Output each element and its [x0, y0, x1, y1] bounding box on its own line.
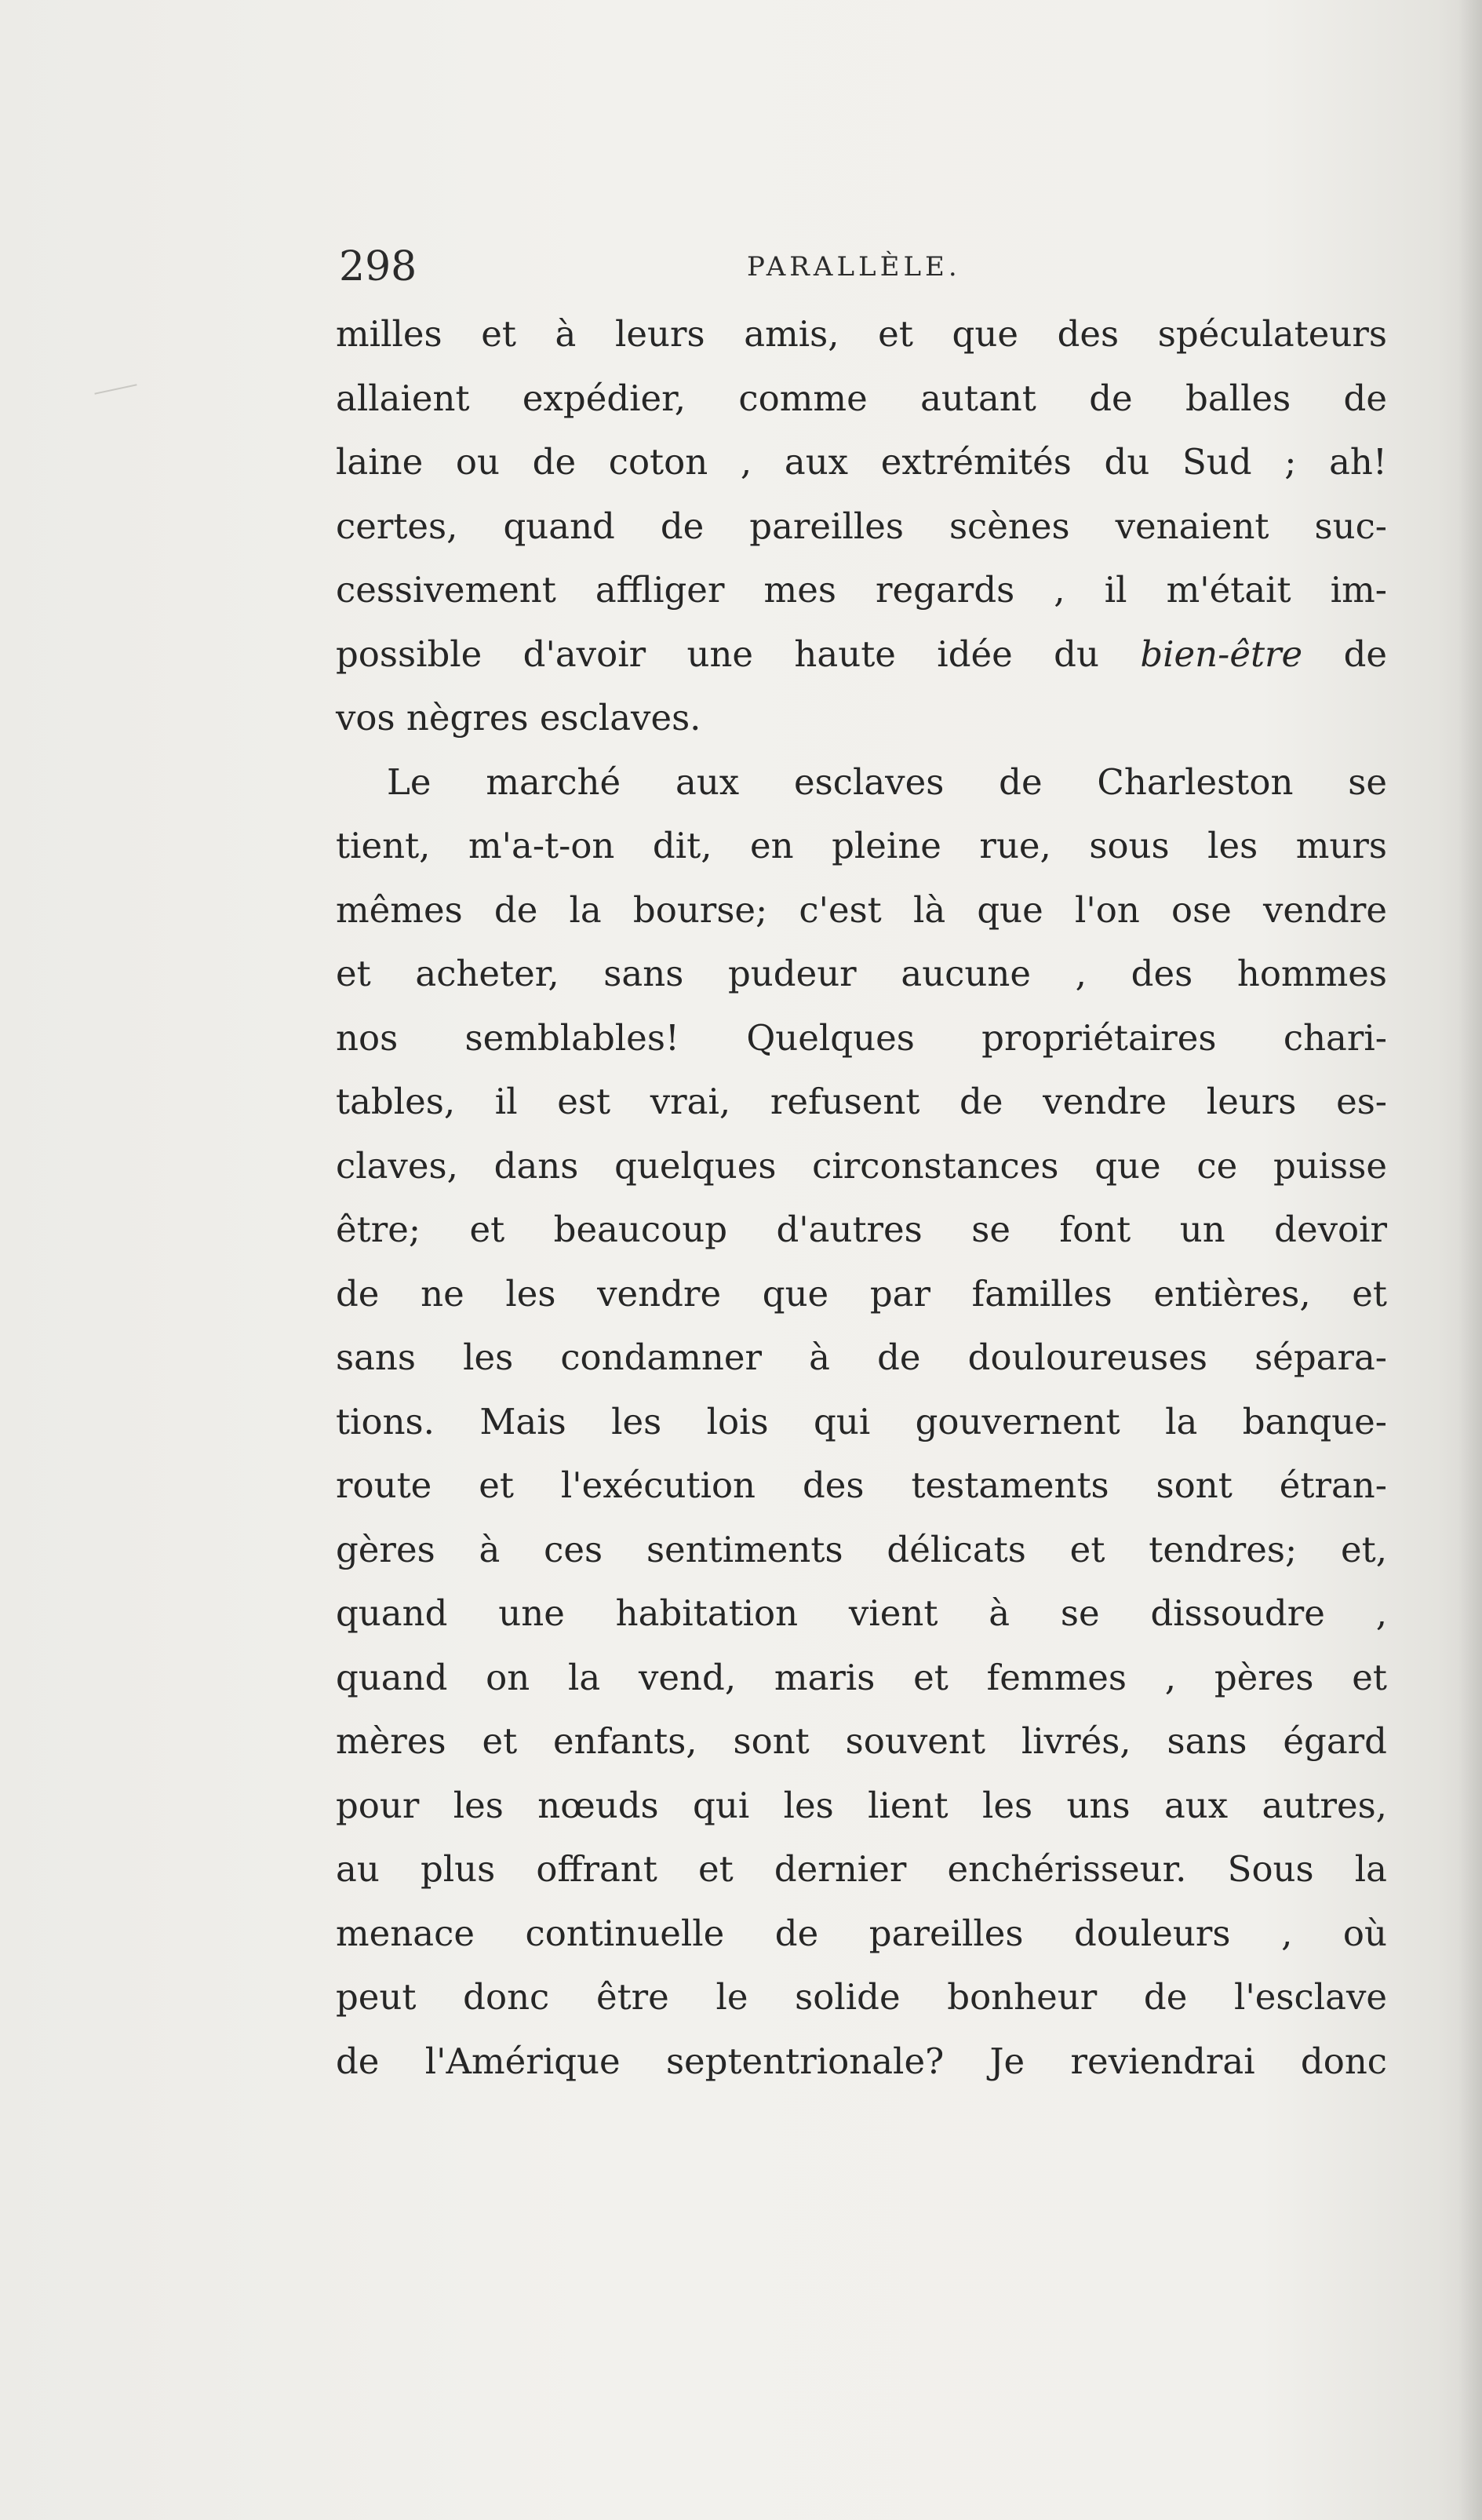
- text-line: tables, il est vrai, refusent de vendre leurs es-: [336, 1081, 1387, 1122]
- page-edge-shadow: [1458, 0, 1482, 2520]
- text-line: de l'Amérique septentrionale? Je reviendrai donc: [336, 2040, 1387, 2082]
- text-line: pour les nœuds qui les lient les uns aux autres,: [336, 1784, 1387, 1826]
- text-line: gères à ces sentiments délicats et tendres; et,: [336, 1528, 1387, 1570]
- paragraph-first-line: Le marché aux esclaves de Charleston se: [387, 760, 1387, 803]
- text-line: route et l'exécution des testaments sont étran-: [336, 1464, 1387, 1506]
- body-text: [336, 302, 1387, 2093]
- text-line: et acheter, sans pudeur aucune , des hommes: [336, 953, 1387, 994]
- text-line: quand une habitation vient à se dissoudre ,: [336, 1592, 1387, 1634]
- text-line: tions. Mais les lois qui gouvernent la banque-: [336, 1400, 1387, 1442]
- text-line: cessivement affliger mes regards , il m'était im-: [336, 569, 1387, 611]
- text-line: [336, 622, 1387, 687]
- text-line: certes, quand de pareilles scènes venaient suc-: [336, 505, 1387, 547]
- page-header: [339, 235, 1382, 298]
- stray-mark: [94, 384, 137, 394]
- running-head: PARALLÈLE.: [747, 251, 961, 283]
- text-line: de ne les vendre que par familles entières, et: [336, 1272, 1387, 1315]
- page-number: 298: [339, 243, 417, 290]
- text-line: mêmes de la bourse; c'est là que l'on ose vendre: [336, 888, 1387, 931]
- text-line: nos semblables! Quelques propriétaires chari-: [336, 1016, 1387, 1059]
- text-line: claves, dans quelques circonstances que ce puisse: [336, 1144, 1387, 1187]
- text-line: milles et à leurs amis, et que des spéculateurs: [336, 313, 1387, 355]
- text-line: peut donc être le solide bonheur de l'esclave: [336, 1976, 1387, 2018]
- text-line-part: possible d'avoir une haute idée du: [336, 633, 1099, 675]
- text-line: sans les condamner à de douloureuses sépara-: [336, 1337, 1387, 1378]
- text-line: menace continuelle de pareilles douleurs , où: [336, 1912, 1387, 1954]
- text-line: allaient expédier, comme autant de balles de: [336, 377, 1387, 419]
- text-line-part: de: [1343, 633, 1387, 675]
- text-line: tient, m'a-t-on dit, en pleine rue, sous les murs: [336, 825, 1387, 866]
- text-line: laine ou de coton , aux extrémités du Sud ; ah!: [336, 441, 1387, 483]
- text-line: quand on la vend, maris et femmes , pères et: [336, 1656, 1387, 1698]
- text-line: être; et beaucoup d'autres se font un devoir: [336, 1209, 1387, 1250]
- italic-phrase: bien-être: [1140, 633, 1303, 675]
- text-line: au plus offrant et dernier enchérisseur. Sous la: [336, 1848, 1387, 1890]
- text-line: vos nègres esclaves.: [336, 697, 701, 738]
- text-line: mères et enfants, sont souvent livrés, sans égard: [336, 1720, 1387, 1762]
